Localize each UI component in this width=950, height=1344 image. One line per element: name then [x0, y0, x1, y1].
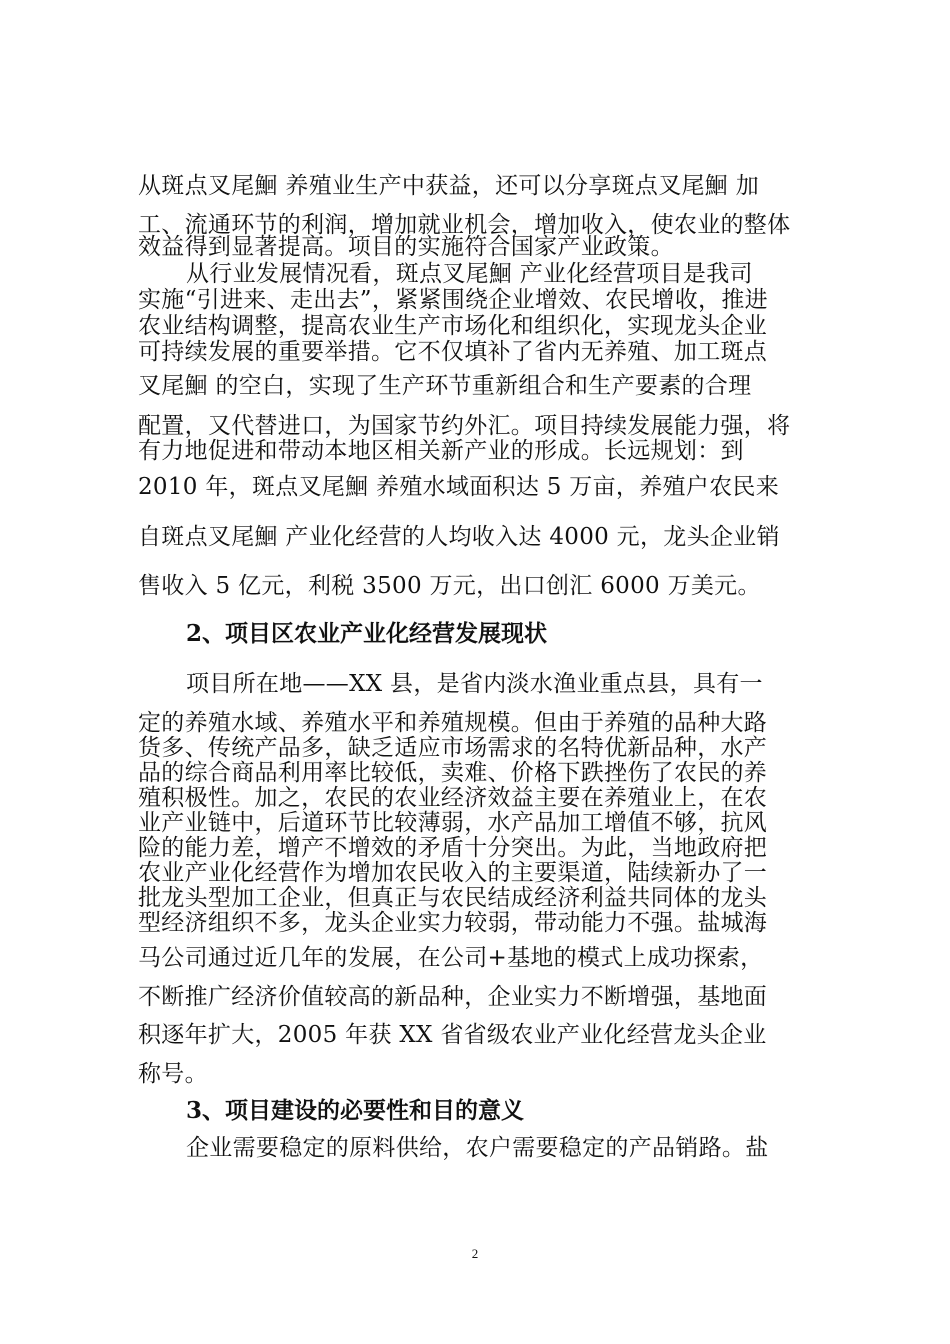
body-line: 自斑点叉尾鮰 产业化经营的人均收入达 4000 元，龙头企业销: [138, 524, 780, 550]
body-line: 工、流通环节的利润，增加就业机会，增加收入，使农业的整体: [138, 212, 791, 238]
body-line: 叉尾鮰 的空白，实现了生产环节重新组合和生产要素的合理: [138, 373, 752, 399]
page-number: 2: [471, 1246, 479, 1261]
paragraph-start-line: 项目所在地——XX 县，是省内淡水渔业重点县，具有一: [186, 671, 763, 697]
body-line: 称号。: [138, 1061, 208, 1087]
body-line: 马公司通过近几年的发展，在公司+基地的模式上成功探索，: [138, 945, 764, 971]
body-line: 货多、传统产品多，缺乏适应市场需求的名特优新品种，水产: [138, 735, 768, 761]
body-line: 殖积极性。加之，农民的农业经济效益主要在养殖业上，在农: [138, 785, 768, 811]
body-line: 业产业链中，后道环节比较薄弱，水产品加工增值不够，抗风: [138, 810, 768, 836]
section-heading-3: 3、项目建设的必要性和目的意义: [186, 1097, 525, 1124]
body-line: 可持续发展的重要举措。它不仅填补了省内无养殖、加工斑点: [138, 339, 768, 365]
body-line: 不断推广经济价值较高的新品种，企业实力不断增强，基地面: [138, 984, 768, 1010]
paragraph-start-line: 企业需要稳定的原料供给，农户需要稳定的产品销路。盐: [186, 1135, 769, 1161]
body-line: 定的养殖水域、养殖水平和养殖规模。但由于养殖的品种大路: [138, 710, 768, 736]
paragraph-start-line: 从行业发展情况看，斑点叉尾鮰 产业化经营项目是我司: [186, 261, 753, 287]
body-line: 效益得到显著提高。项目的实施符合国家产业政策。: [138, 234, 674, 260]
body-line: 积逐年扩大，2005 年获 XX 省省级农业产业化经营龙头企业: [138, 1022, 767, 1048]
body-line: 有力地促进和带动本地区相关新产业的形成。长远规划：到: [138, 438, 744, 464]
body-line: 险的能力差，增产不增效的矛盾十分突出。为此，当地政府把: [138, 835, 768, 861]
body-line: 型经济组织不多，龙头企业实力较弱，带动能力不强。盐城海: [138, 910, 768, 936]
body-line: 配置，又代替进口，为国家节约外汇。项目持续发展能力强，将: [138, 413, 791, 439]
body-line: 从斑点叉尾鮰 养殖业生产中获益，还可以分享斑点叉尾鮰 加: [138, 173, 760, 199]
body-line: 实施“引进来、走出去”，紧紧围绕企业增效、农民增收，推进: [138, 287, 768, 313]
body-line: 批龙头型加工企业，但真正与农民结成经济利益共同体的龙头: [138, 885, 768, 911]
body-line: 农业结构调整，提高农业生产市场化和组织化，实现龙头企业: [138, 313, 768, 339]
body-line: 品的综合商品利用率比较低，卖难、价格下跌挫伤了农民的养: [138, 760, 768, 786]
body-line: 2010 年，斑点叉尾鮰 养殖水域面积达 5 万亩，养殖户农民来: [138, 474, 780, 500]
body-line: 农业产业化经营作为增加农民收入的主要渠道，陆续新办了一: [138, 860, 768, 886]
body-line: 售收入 5 亿元，利税 3500 万元，出口创汇 6000 万美元。: [138, 573, 761, 599]
section-heading-2: 2、项目区农业产业化经营发展现状: [186, 620, 548, 647]
